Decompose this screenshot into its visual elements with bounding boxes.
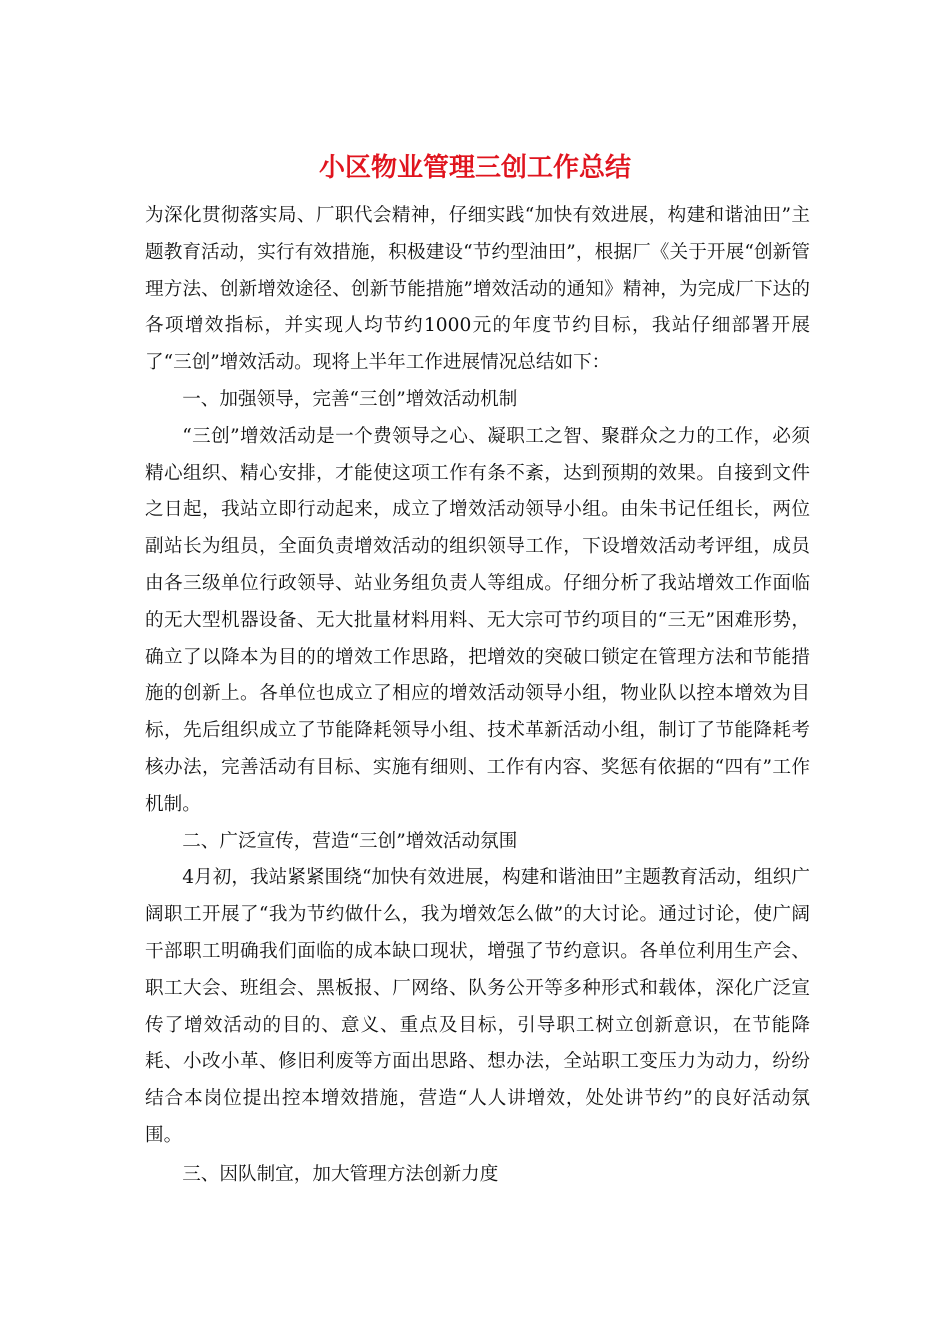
section-heading-2: 二、广泛宣传，营造“三创”增效活动氛围 xyxy=(182,830,518,852)
document-body xyxy=(145,198,810,1194)
section-paragraph-1: “三创”增效活动是一个费领导之心、凝职工之智、聚群众之力的工作，必须精心组织、精心安排，才能使这项工作有条不紊，达到预期的效果。自接到文件之日起，我站立即行动起来，成立了增效活动领导小组。由朱书记任组长，两位副站长为组员，全面负责增效活动的组织领导工作，下设增效活动考评组，成员由各三级单位行政领导、站业务组负责人等组成。仔细分析了我站增效工作面临的无大型机器设备、无大批量材料用料、无大宗可节约项目的“三无”困难形势，确立了以降本为目的的增效工作思路，把增效的突破口锁定在管理方法和节能措施的创新上。各单位也成立了相应的增效活动领导小组，物业队以控本增效为目标，先后组织成立了节能降耗领导小组、技术革新活动小组，制订了节能降耗考核办法，完善活动有目标、实施有细则、工作有内容、奖惩有依据的“四有”工作机制。 xyxy=(145,425,810,815)
section-heading-3: 三、因队制宜，加大管理方法创新力度 xyxy=(182,1163,499,1185)
section-paragraph-2: 4月初，我站紧紧围绕“加快有效进展，构建和谐油田”主题教育活动，组织广阔职工开展了“我为节约做什么，我为增效怎么做”的大讨论。通过讨论，使广阔干部职工明确我们面临的成本缺口现状，增强了节约意识。各单位利用生产会、职工大会、班组会、黑板报、厂网络、队务公开等多种形式和载体，深化广泛宣传了增效活动的目的、意义、重点及目标，引导职工树立创新意识，在节能降耗、小改小革、修旧利废等方面出思路、想办法，全站职工变压力为动力，纷纷结合本岗位提出控本增效措施，营造“人人讲增效，处处讲节约”的良好活动氛围。 xyxy=(145,867,810,1146)
document-title: 小区物业管理三创工作总结 xyxy=(318,153,631,183)
intro-paragraph: 为深化贯彻落实局、厂职代会精神，仔细实践“加快有效进展，构建和谐油田”主题教育活动，实行有效措施，积极建设“节约型油田”，根据厂《关于开展“创新管理方法、创新增效途径、创新节能措施”增效活动的通知》精神，为完成厂下达的各项增效指标，并实现人均节约1000元的年度节约目标，我站仔细部署开展了“三创”增效活动。现将上半年工作进展情况总结如下： xyxy=(145,205,810,374)
section-heading-1: 一、加强领导，完善“三创”增效活动机制 xyxy=(182,388,518,410)
